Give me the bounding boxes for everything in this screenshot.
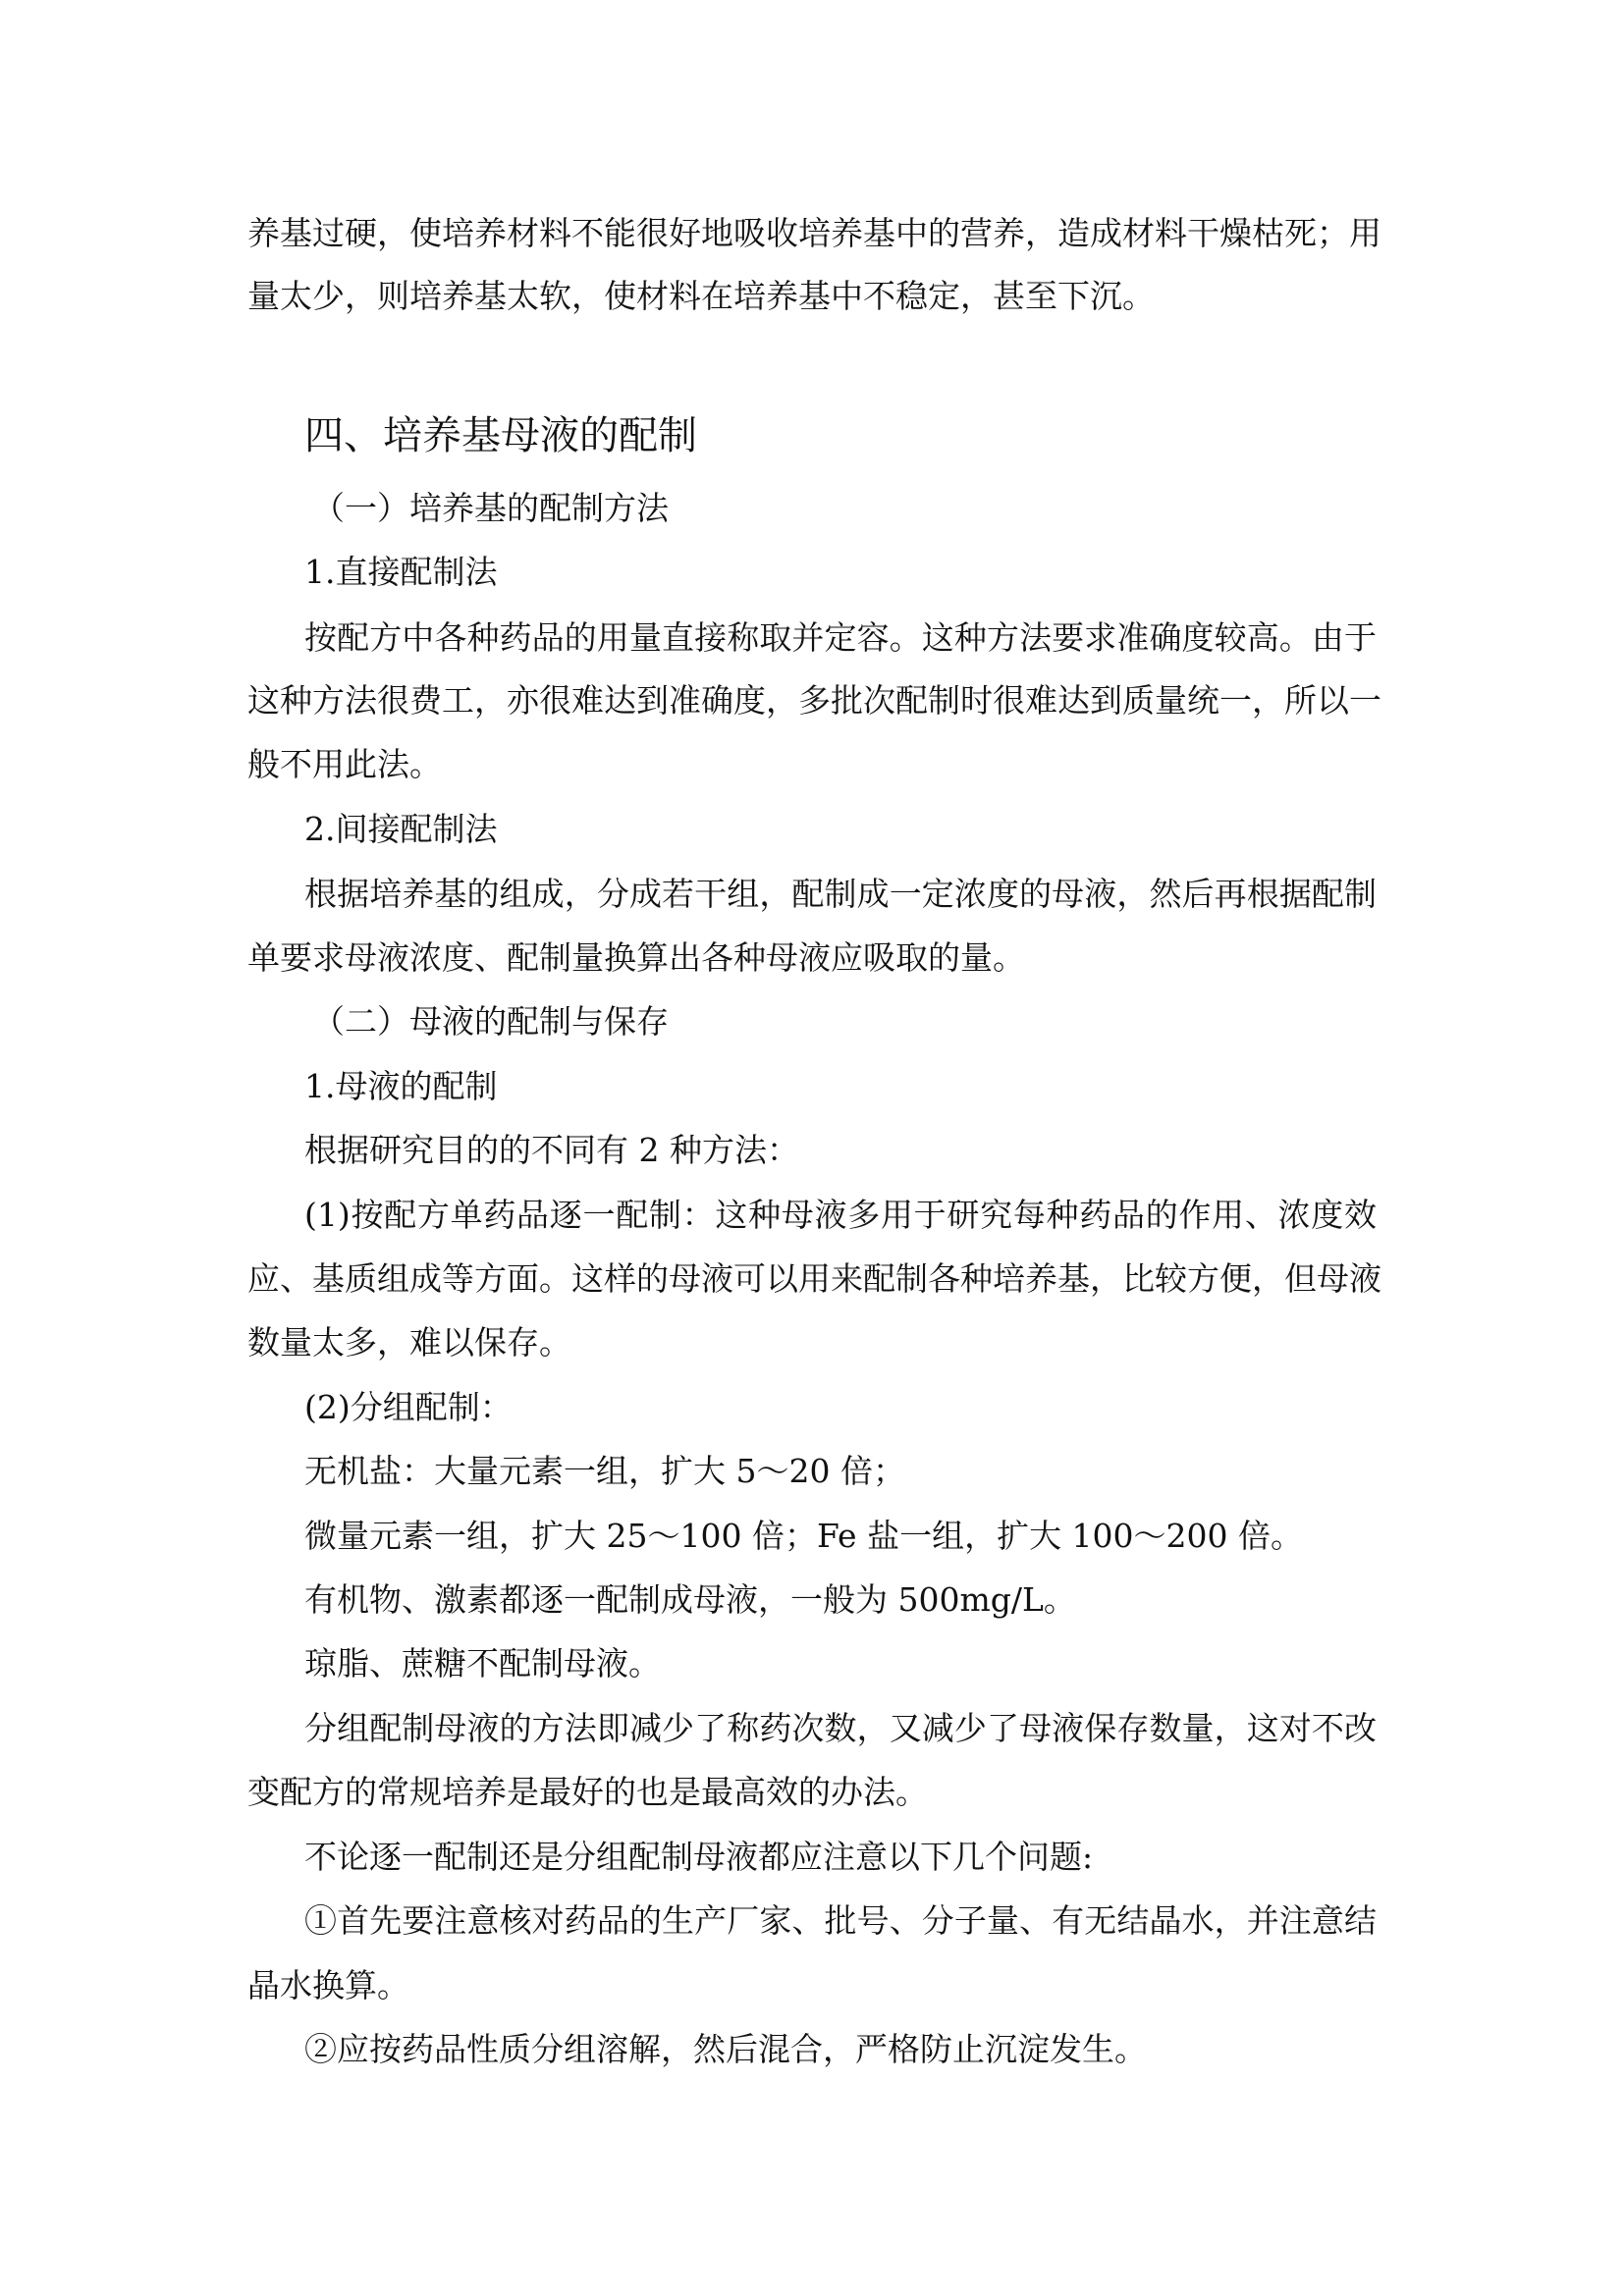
paragraph-line: 根据培养基的组成，分成若干组，配制成一定浓度的母液，然后再根据配制 [304, 875, 1377, 913]
subsection-heading: （二）母液的配制与保存 [312, 1002, 669, 1041]
paragraph-line: 微量元素一组，扩大 25～100 倍；Fe 盐一组，扩大 100～200 倍。 [304, 1517, 1304, 1555]
paragraph-line: 量太少，则培养基太软，使材料在培养基中不稳定，甚至下沉。 [247, 277, 1155, 315]
paragraph-line: (1)按配方单药品逐一配制：这种母液多用于研究每种药品的作用、浓度效 [304, 1196, 1377, 1234]
paragraph-line: 养基过硬，使培养材料不能很好地吸收培养基中的营养，造成材料干燥枯死；用 [247, 214, 1381, 252]
section-heading: 四、培养基母液的配制 [304, 413, 697, 458]
subsection-heading: （一）培养基的配制方法 [312, 489, 669, 527]
paragraph-line: 晶水换算。 [247, 1966, 409, 2004]
paragraph-line: 数量太多，难以保存。 [247, 1323, 571, 1362]
paragraph-line: 琼脂、蔗糖不配制母液。 [304, 1644, 661, 1682]
paragraph-line: 按配方中各种药品的用量直接称取并定容。这种方法要求准确度较高。由于 [304, 618, 1377, 657]
paragraph-line: 应、基质组成等方面。这样的母液可以用来配制各种培养基，比较方便，但母液 [247, 1259, 1381, 1298]
item-heading: 2.间接配制法 [304, 810, 498, 848]
paragraph-line: ①首先要注意核对药品的生产厂家、批号、分子量、有无结晶水，并注意结 [304, 1901, 1377, 1940]
paragraph-line: 单要求母液浓度、配制量换算出各种母液应吸取的量。 [247, 938, 1025, 977]
paragraph-line: 根据研究目的的不同有 2 种方法： [304, 1131, 799, 1169]
paragraph-line: 这种方法很费工，亦很难达到准确度，多批次配制时很难达到质量统一，所以一 [247, 681, 1381, 720]
paragraph-line: 不论逐一配制还是分组配制母液都应注意以下几个问题: [304, 1838, 1094, 1876]
paragraph-line: 有机物、激素都逐一配制成母液，一般为 500mg/L。 [304, 1580, 1076, 1619]
item-heading: 1.直接配制法 [304, 553, 498, 591]
paragraph-line: ②应按药品性质分组溶解，然后混合，严格防止沉淀发生。 [304, 2030, 1147, 2068]
item-heading: (2)分组配制： [304, 1388, 513, 1426]
paragraph-line: 般不用此法。 [247, 745, 442, 783]
paragraph-line: 分组配制母液的方法即减少了称药次数，又减少了母液保存数量，这对不改 [304, 1709, 1377, 1747]
paragraph-line: 无机盐：大量元素一组，扩大 5～20 倍； [304, 1452, 905, 1490]
paragraph-line: 变配方的常规培养是最好的也是最高效的办法。 [247, 1773, 928, 1811]
item-heading: 1.母液的配制 [304, 1067, 498, 1105]
